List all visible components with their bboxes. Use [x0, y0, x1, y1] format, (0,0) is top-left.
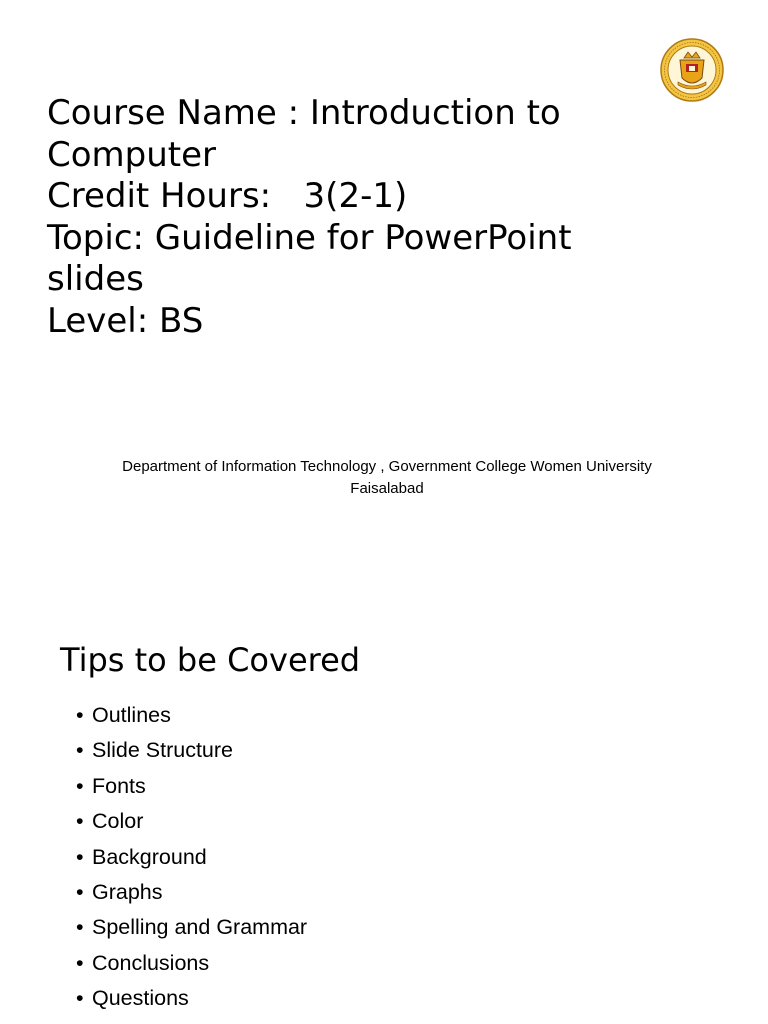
list-item	[76, 946, 307, 981]
department-line-1: Department of Information Technology , Government College Women University	[122, 458, 652, 475]
course-title-block	[47, 93, 747, 342]
list-item-label: Conclusions	[92, 950, 210, 975]
list-item	[76, 981, 307, 1016]
bullet-icon: •	[76, 773, 84, 798]
list-item	[76, 910, 307, 945]
bullet-icon: •	[76, 879, 84, 904]
slide-2	[0, 570, 768, 1024]
bullet-icon: •	[76, 950, 84, 975]
bullet-icon: •	[76, 915, 84, 940]
title-line-credit-hours: Credit Hours: 3(2-1)	[47, 176, 408, 216]
list-item	[76, 698, 307, 733]
bullet-icon: •	[76, 844, 84, 869]
list-item-label: Graphs	[92, 879, 163, 904]
title-line-topic: Topic: Guideline for PowerPoint	[47, 217, 572, 258]
list-item	[76, 840, 307, 875]
title-line-course-name-cont: Computer	[47, 134, 217, 175]
list-item	[76, 875, 307, 910]
bullet-icon: •	[76, 986, 84, 1011]
list-item	[76, 733, 307, 768]
title-line-level: Level: BS	[47, 300, 204, 341]
list-item-label: Fonts	[92, 773, 146, 798]
tips-title: Tips to be Covered	[60, 641, 361, 679]
list-item-label: Color	[92, 809, 144, 834]
department-line-2: Faisalabad	[350, 480, 424, 497]
bullet-icon: •	[76, 738, 84, 763]
list-item	[76, 769, 307, 804]
tips-list	[76, 698, 307, 1017]
bullet-icon: •	[76, 703, 84, 727]
list-item-label: Spelling and Grammar	[92, 915, 308, 940]
list-item	[76, 804, 307, 839]
title-line-course-name: Course Name : Introduction to	[47, 93, 561, 133]
list-item-label: Slide Structure	[92, 738, 234, 763]
list-item-label: Background	[92, 844, 207, 869]
title-line-topic-cont: slides	[47, 259, 144, 299]
list-item-label: Outlines	[92, 703, 171, 727]
department-text	[40, 456, 734, 500]
bullet-icon: •	[76, 809, 84, 834]
list-item-label: Questions	[92, 986, 189, 1011]
